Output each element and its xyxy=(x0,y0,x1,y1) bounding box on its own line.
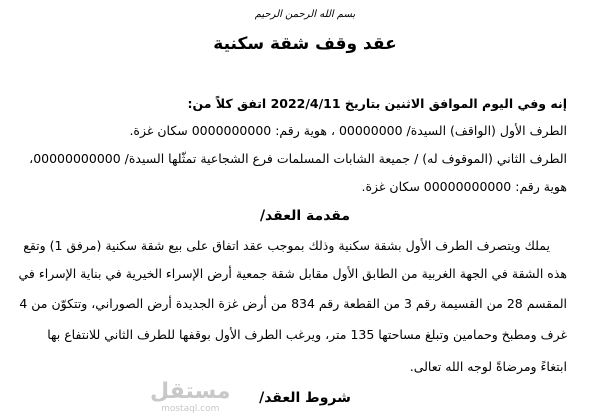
watermark xyxy=(150,380,230,414)
preamble-line: يملك ويتصرف الطرف الأول بشقة سكنية وذلك بموجب عقد اتفاق على بيع شقة سكنية (مرفق 1) وتقع xyxy=(23,238,550,253)
watermark-arabic: مستقل xyxy=(150,379,231,404)
document-title: عقد وقف شقة سكنية xyxy=(213,34,397,54)
party-two-line-1: الطرف الثاني (الموقوف له) / جميعة الشابات المسلمات فرع الشجاعية تمثّلها السيدة/ 00000000000، xyxy=(29,151,567,166)
watermark-latin: mostaql.com xyxy=(161,404,220,414)
preamble-line: ابتغاءً ومرضاةً لوجه الله تعالى. xyxy=(409,359,567,374)
terms-heading: شروط العقد/ xyxy=(259,390,351,406)
preamble-line: غرف ومطبخ وحمامين وتبلغ مساحتها 135 متر، ويرغب الطرف الأول بوقفها للطرف الثاني للانتفاع بها xyxy=(47,327,567,342)
preamble-line: هذه الشقة في الجهة الغربية من الطابق الأول مقابل شقة جمعية أرض الإسراء الخيرية في بناية الإسراء في xyxy=(18,266,567,281)
party-one: الطرف الأول (الواقف) السيدة/ 00000000 ، هوية رقم: 0000000000 سكان غزة. xyxy=(129,123,567,138)
basmala: بسم الله الرحمن الرحيم xyxy=(254,9,356,20)
preamble-line: المقسم 28 من القسيمة رقم 3 من القطعة رقم 834 من أرض غزة الجديدة أرض الصوراني، وتتكوّن من 4 xyxy=(19,296,567,311)
intro-line: إنه وفي اليوم الموافق الاثنين بتاريخ 2022/4/11 اتفق كلاً من: xyxy=(187,96,567,111)
preamble-heading: مقدمة العقد/ xyxy=(259,208,351,224)
party-two-line-2: هوية رقم: 00000000000 سكان غزة. xyxy=(361,179,567,194)
